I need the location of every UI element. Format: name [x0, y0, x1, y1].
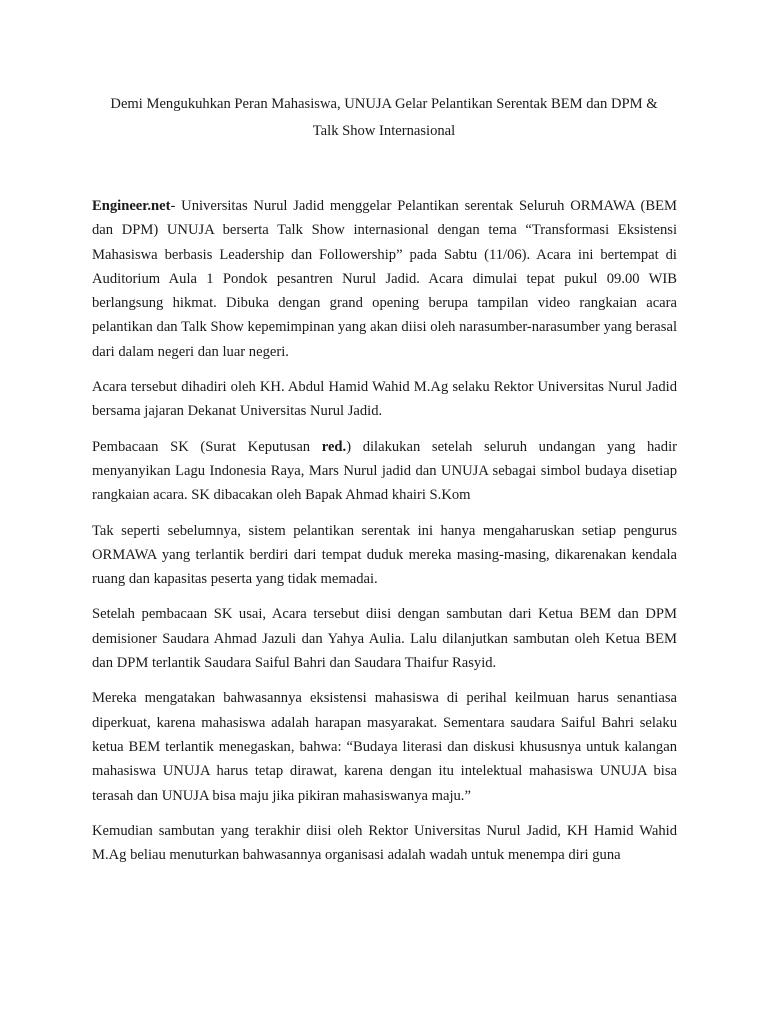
paragraph-3-bold: red.: [321, 438, 347, 455]
paragraph-5: Setelah pembacaan SK usai, Acara tersebut diisi dengan sambutan dari Ketua BEM dan DPM demisioner Saudara Ahmad Jazuli dan Yahya Aulia. Lalu dilanjutkan sambutan oleh Ketua BEM dan DPM terlantik Saudara Saiful Bahri dan Saudara Thaifur Rasyid.: [92, 606, 677, 672]
paragraph-7: Kemudian sambutan yang terakhir diisi oleh Rektor Universitas Nurul Jadid, KH Hamid Wahid M.Ag beliau menuturkan bahwasannya organisasi adalah wadah untuk menempa diri guna: [92, 822, 677, 864]
paragraph-2: Acara tersebut dihadiri oleh KH. Abdul Hamid Wahid M.Ag selaku Rektor Universitas Nurul Jadid bersama jajaran Dekanat Universitas Nurul Jadid.: [92, 379, 677, 420]
paragraph-3: [92, 435, 677, 508]
title-line-1: Demi Mengukuhkan Peran Mahasiswa, UNUJA Gelar Pelantikan Serentak BEM dan DPM &: [110, 96, 658, 112]
paragraph-3-text-a: Pembacaan SK (Surat Keputusan: [92, 438, 322, 455]
paragraph-3-text-b: ) dilakukan setelah seluruh undangan yang hadir menyanyikan Lagu Indonesia Raya, Mars Nurul jadid dan UNUJA sebagai simbol budaya disetiap rangkaian acara. SK dibacakan oleh Bapak Ahmad khairi S.Kom: [92, 438, 677, 504]
source-name: Engineer.net: [92, 198, 171, 214]
paragraph-1-text: - Universitas Nurul Jadid menggelar Pelantikan serentak Seluruh ORMAWA (BEM dan DPM) UNUJA berserta Talk Show internasional dengan tema “Transformasi Eksistensi Mahasiswa berbasis Leadership dan Followership” pada Sabtu (11/06). Acara ini bertempat di Auditorium Aula 1 Pondok pesantren Nurul Jadid. Acara dimulai tepat pukul 09.00 WIB berlangsung hikmat. Dibuka dengan grand opening berupa tampilan video rangkaian acara pelantikan dan Talk Show kepemimpinan yang akan diisi oleh narasumber-narasumber yang berasal dari dalam negeri dan luar negeri.: [92, 198, 677, 360]
paragraph-1: [92, 194, 677, 364]
article-title: [92, 91, 676, 145]
article-body: [92, 194, 677, 878]
paragraph-6: Mereka mengatakan bahwasannya eksistensi mahasiswa di perihal keilmuan harus senantiasa diperkuat, karena mahasiswa adalah harapan masyarakat. Sementara saudara Saiful Bahri selaku ketua BEM terlantik menegaskan, bahwa: “Budaya literasi dan diskusi khususnya untuk kalangan mahasiswa UNUJA harus tetap dirawat, karena dengan itu intelektual mahasiswa UNUJA bisa terasah dan UNUJA bisa maju jika pikiran mahasiswanya maju.”: [92, 690, 677, 804]
paragraph-4: Tak seperti sebelumnya, sistem pelantikan serentak ini hanya mengaharuskan setiap pengurus ORMAWA yang terlantik berdiri dari tempat duduk mereka masing-masing, dikarenakan kendala ruang dan kapasitas peserta yang tidak memadai.: [92, 522, 677, 588]
title-line-2: Talk Show Internasional: [312, 123, 456, 139]
